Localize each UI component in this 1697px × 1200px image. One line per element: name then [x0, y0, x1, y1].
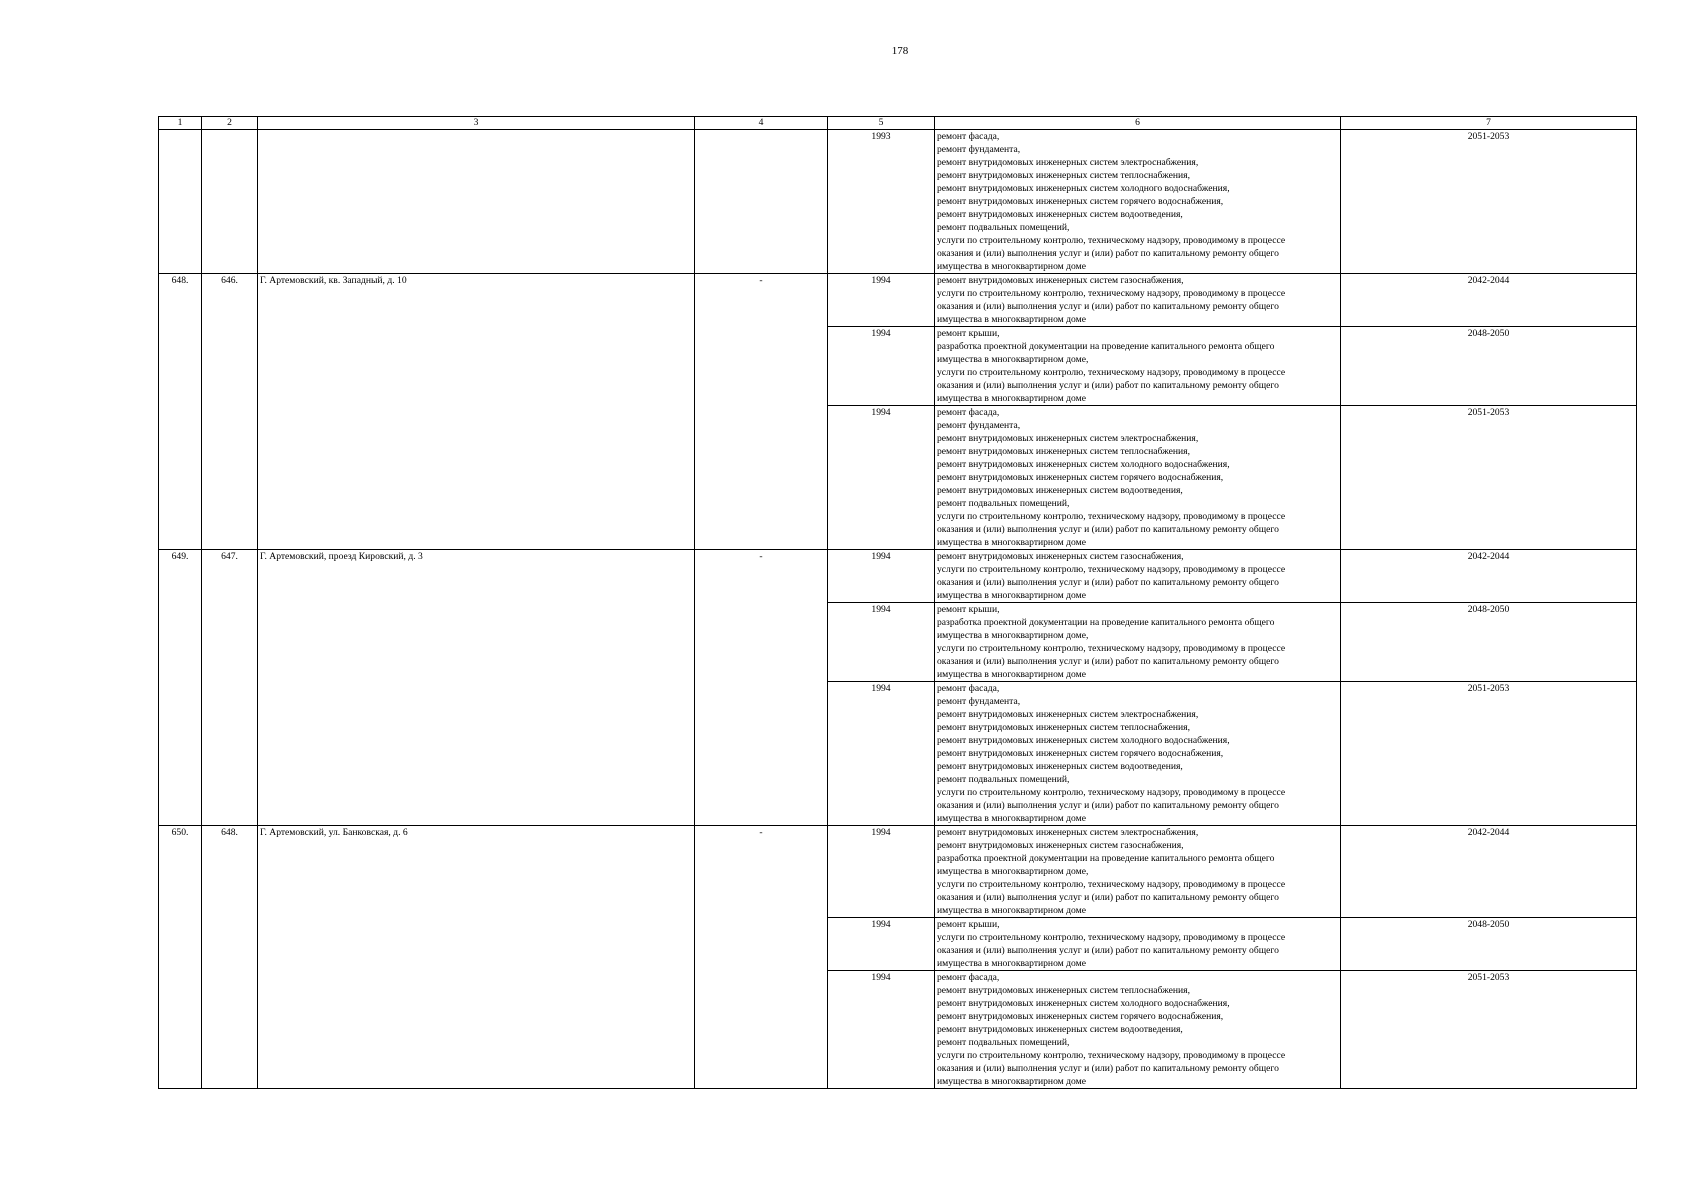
build-year: 1994 — [828, 918, 935, 971]
work-list: ремонт крыши, услуги по строительному контролю, техническому надзору, проводимому в процессе оказания и (или) выполнения услуг и (или) работ по капитальному ремонту общего имущества в многоквартирном доме — [935, 918, 1341, 971]
row-number: 648. — [159, 274, 202, 550]
capital-repair-table — [158, 116, 1637, 1089]
build-year: 1994 — [828, 826, 935, 918]
work-list: ремонт крыши, разработка проектной документации на проведение капитального ремонта общего имущества в многоквартирном доме, услуги по строительному контролю, техническому надзору, проводимому в процессе оказания и (или) выполнения услуг и (или) работ по капитальному ремонту общего имущества в многоквартирном доме — [935, 327, 1341, 406]
repair-period: 2042-2044 — [1341, 826, 1637, 918]
house-id: 646. — [202, 274, 258, 550]
page-number: 178 — [891, 45, 909, 57]
empty-cell — [159, 130, 202, 274]
build-year: 1994 — [828, 971, 935, 1089]
continuation-row — [159, 130, 1637, 274]
repair-period: 2051-2053 — [1341, 971, 1637, 1089]
build-year: 1994 — [828, 603, 935, 682]
work-list: ремонт фасада, ремонт фундамента, ремонт внутридомовых инженерных систем электроснабжения, ремонт внутридомовых инженерных систем теплоснабжения, ремонт внутридомовых инженерных систем холодного водоснабжения, ремонт внутридомовых инженерных систем горячего водоснабжения, ремонт внутридомовых инженерных систем водоотведения, ремонт подвальных помещений, услуги по строительному контролю, техническому надзору, проводимому в процессе оказания и (или) выполнения услуг и (или) работ по капитальному ремонту общего имущества в многоквартирном доме — [935, 406, 1341, 550]
header-cell: 7 — [1341, 117, 1637, 130]
repair-period: 2051-2053 — [1341, 406, 1637, 550]
repair-period: 2048-2050 — [1341, 327, 1637, 406]
repair-period: 2042-2044 — [1341, 550, 1637, 603]
table-row — [159, 826, 1637, 918]
work-list: ремонт внутридомовых инженерных систем электроснабжения, ремонт внутридомовых инженерных систем газоснабжения, разработка проектной документации на проведение капитального ремонта общего имущества в многоквартирном доме, услуги по строительному контролю, техническому надзору, проводимому в процессе оказания и (или) выполнения услуг и (или) работ по капитальному ремонту общего имущества в многоквартирном доме — [935, 826, 1341, 918]
header-cell: 1 — [159, 117, 202, 130]
col4-value: - — [695, 826, 828, 1089]
work-list: ремонт крыши, разработка проектной документации на проведение капитального ремонта общего имущества в многоквартирном доме, услуги по строительному контролю, техническому надзору, проводимому в процессе оказания и (или) выполнения услуг и (или) работ по капитальному ремонту общего имущества в многоквартирном доме — [935, 603, 1341, 682]
empty-cell — [258, 130, 695, 274]
header-cell: 6 — [935, 117, 1341, 130]
house-id: 648. — [202, 826, 258, 1089]
header-row — [159, 117, 1637, 130]
build-year: 1994 — [828, 406, 935, 550]
table-row — [159, 274, 1637, 327]
build-year: 1994 — [828, 327, 935, 406]
empty-cell — [202, 130, 258, 274]
build-year: 1994 — [828, 550, 935, 603]
header-cell: 2 — [202, 117, 258, 130]
house-address: Г. Артемовский, ул. Банковская, д. 6 — [258, 826, 695, 1089]
house-address: Г. Артемовский, проезд Кировский, д. 3 — [258, 550, 695, 826]
work-list: ремонт фасада, ремонт фундамента, ремонт внутридомовых инженерных систем электроснабжения, ремонт внутридомовых инженерных систем теплоснабжения, ремонт внутридомовых инженерных систем холодного водоснабжения, ремонт внутридомовых инженерных систем горячего водоснабжения, ремонт внутридомовых инженерных систем водоотведения, ремонт подвальных помещений, услуги по строительному контролю, техническому надзору, проводимому в процессе оказания и (или) выполнения услуг и (или) работ по капитальному ремонту общего имущества в многоквартирном доме — [935, 682, 1341, 826]
repair-period: 2051-2053 — [1341, 682, 1637, 826]
build-year: 1994 — [828, 274, 935, 327]
table-row — [159, 550, 1637, 603]
row-number: 650. — [159, 826, 202, 1089]
repair-period: 2048-2050 — [1341, 918, 1637, 971]
header-cell: 4 — [695, 117, 828, 130]
build-year: 1993 — [828, 130, 935, 274]
house-address: Г. Артемовский, кв. Западный, д. 10 — [258, 274, 695, 550]
row-number: 649. — [159, 550, 202, 826]
empty-cell — [695, 130, 828, 274]
work-list: ремонт внутридомовых инженерных систем газоснабжения, услуги по строительному контролю, техническому надзору, проводимому в процессе оказания и (или) выполнения услуг и (или) работ по капитальному ремонту общего имущества в многоквартирном доме — [935, 274, 1341, 327]
col4-value: - — [695, 550, 828, 826]
repair-period: 2051-2053 — [1341, 130, 1637, 274]
build-year: 1994 — [828, 682, 935, 826]
work-list: ремонт фасада, ремонт внутридомовых инженерных систем теплоснабжения, ремонт внутридомовых инженерных систем холодного водоснабжения, ремонт внутридомовых инженерных систем горячего водоснабжения, ремонт внутридомовых инженерных систем водоотведения, ремонт подвальных помещений, услуги по строительному контролю, техническому надзору, проводимому в процессе оказания и (или) выполнения услуг и (или) работ по капитальному ремонту общего имущества в многоквартирном доме — [935, 971, 1341, 1089]
header-cell: 3 — [258, 117, 695, 130]
house-id: 647. — [202, 550, 258, 826]
repair-period: 2048-2050 — [1341, 603, 1637, 682]
col4-value: - — [695, 274, 828, 550]
repair-period: 2042-2044 — [1341, 274, 1637, 327]
header-cell: 5 — [828, 117, 935, 130]
work-list: ремонт внутридомовых инженерных систем газоснабжения, услуги по строительному контролю, техническому надзору, проводимому в процессе оказания и (или) выполнения услуг и (или) работ по капитальному ремонту общего имущества в многоквартирном доме — [935, 550, 1341, 603]
work-list: ремонт фасада, ремонт фундамента, ремонт внутридомовых инженерных систем электроснабжения, ремонт внутридомовых инженерных систем теплоснабжения, ремонт внутридомовых инженерных систем холодного водоснабжения, ремонт внутридомовых инженерных систем горячего водоснабжения, ремонт внутридомовых инженерных систем водоотведения, ремонт подвальных помещений, услуги по строительному контролю, техническому надзору, проводимому в процессе оказания и (или) выполнения услуг и (или) работ по капитальному ремонту общего имущества в многоквартирном доме — [935, 130, 1341, 274]
